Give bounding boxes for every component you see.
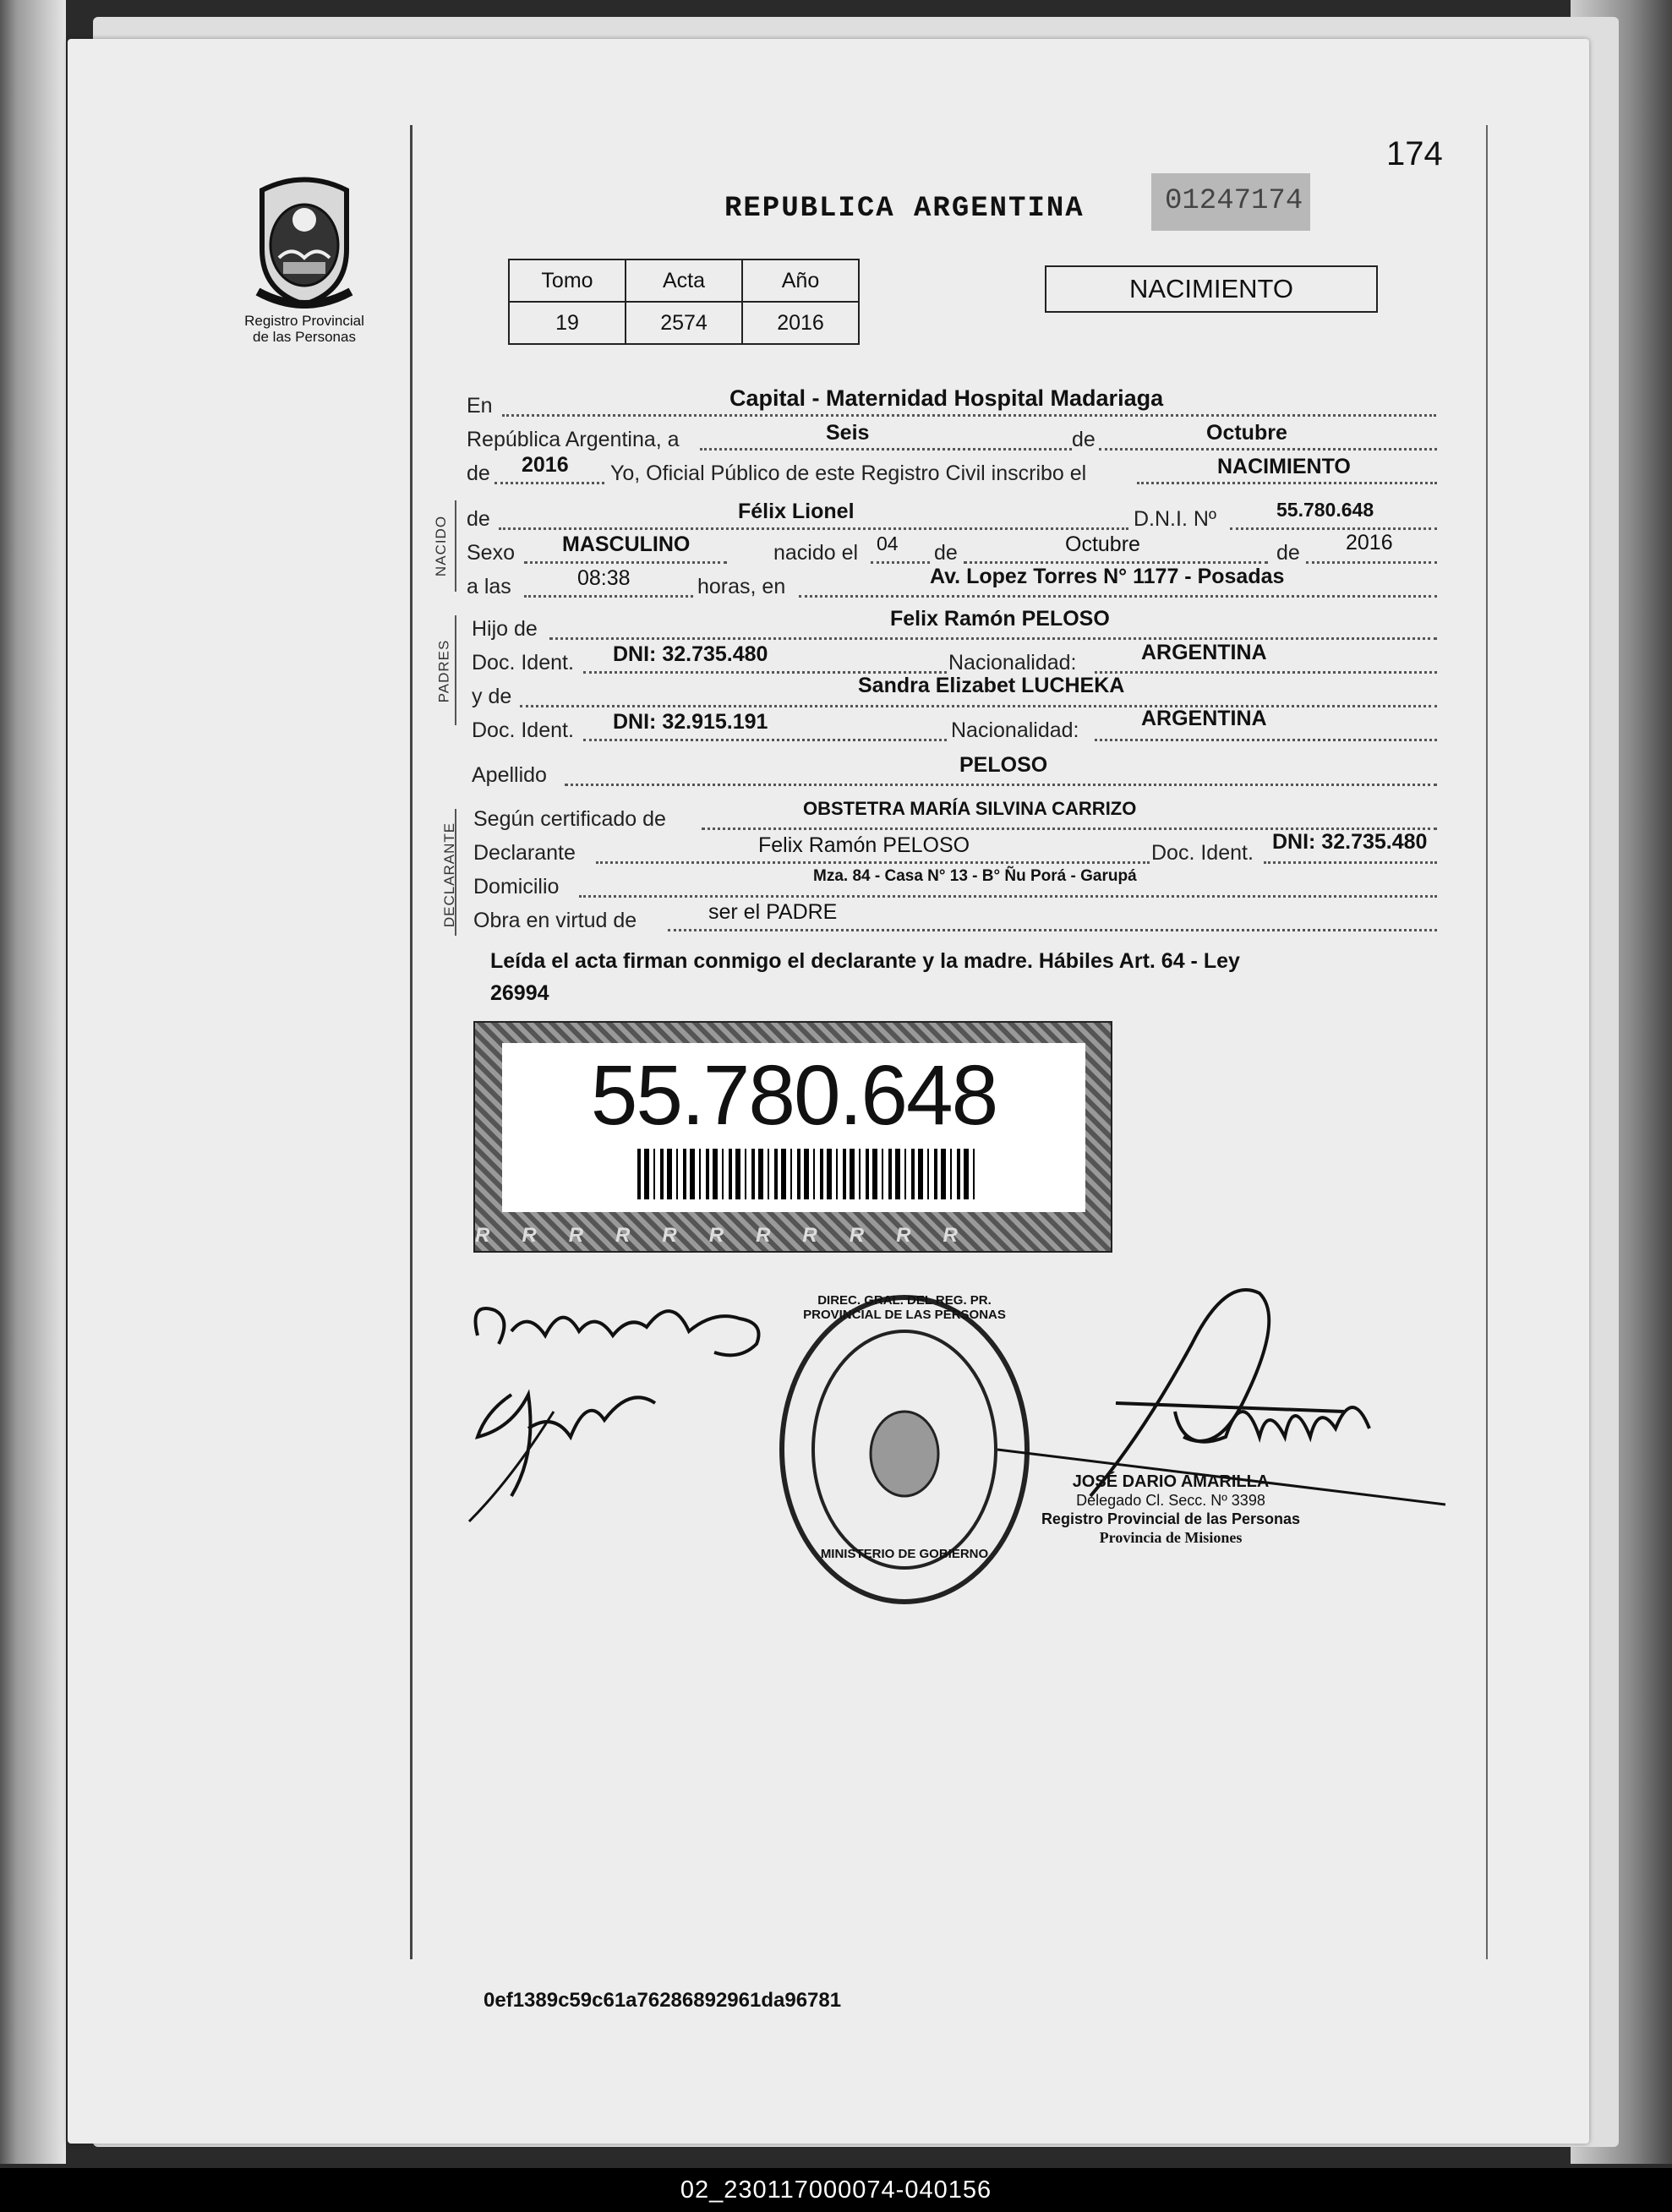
- sticker-border-letter: R: [615, 1224, 663, 1247]
- stamp-ring-text: DIREC. GRAL. DEL REG. PR. PROVINCIAL DE LAS PERSONAS: [803, 1293, 1006, 1322]
- logo-caption: [211, 313, 397, 345]
- official-signature-block: [1031, 1472, 1310, 1547]
- value-declarante: Felix Ramón PELOSO: [758, 833, 970, 857]
- label-segun-certificado: Según certificado de: [473, 807, 666, 831]
- label-declarante: Declarante: [473, 841, 576, 865]
- value-madre: Sandra Elizabet LUCHEKA: [858, 674, 1125, 697]
- value-dia-nacimiento: 04: [877, 533, 899, 554]
- dotted-line: [1230, 527, 1437, 530]
- logo-caption-line1: Registro Provincial: [244, 313, 364, 329]
- label-doc-ident-declarante: Doc. Ident.: [1151, 841, 1254, 865]
- label-republica: República Argentina, a: [467, 428, 680, 451]
- label-dni: D.N.I. Nº: [1134, 507, 1217, 531]
- closing-text-line1: Leída el acta firman conmigo el declarante y la madre. Hábiles Art. 64 - Ley: [490, 949, 1240, 973]
- dotted-line: [502, 414, 1436, 417]
- section-label-padres: PADRES: [435, 639, 452, 703]
- closing-text-line2: 26994: [490, 981, 549, 1005]
- dotted-line: [520, 705, 1437, 707]
- dotted-line: [565, 784, 1437, 786]
- dotted-line: [524, 595, 693, 598]
- scan-footer-id: 02_230117000074-040156: [0, 2168, 1672, 2212]
- label-horas-en: horas, en: [697, 575, 786, 598]
- official-province: Provincia de Misiones: [1099, 1529, 1243, 1546]
- value-padre-nacionalidad: ARGENTINA: [1141, 641, 1267, 664]
- value-dia: Seis: [826, 421, 870, 445]
- barcode: [637, 1149, 975, 1199]
- label-apellido: Apellido: [472, 763, 547, 787]
- label-hijo-de: Hijo de: [472, 617, 538, 641]
- mother-and-declarant-signatures: [461, 1285, 782, 1538]
- sticker-border-letter: R: [708, 1224, 757, 1247]
- page-number: 174: [1386, 135, 1443, 172]
- dotted-line: [668, 929, 1437, 931]
- section-divider: [455, 500, 456, 592]
- dotted-line: [964, 561, 1268, 564]
- label-a-las: a las: [467, 575, 511, 598]
- label-doc-ident-madre: Doc. Ident.: [472, 718, 574, 742]
- dotted-line: [1095, 739, 1437, 741]
- label-doc-ident-padre: Doc. Ident.: [472, 651, 574, 675]
- dotted-line: [1095, 671, 1437, 674]
- value-inscribe: NACIMIENTO: [1217, 455, 1351, 478]
- serial-label: [1151, 173, 1310, 231]
- value-certificado: OBSTETRA MARÍA SILVINA CARRIZO: [803, 798, 1137, 819]
- background-left-page: [0, 0, 66, 2164]
- sticker-border-letter: R: [662, 1224, 709, 1247]
- value-padre-doc: DNI: 32.735.480: [613, 642, 768, 666]
- label-de-birth-month: de: [934, 541, 958, 565]
- dotted-line: [583, 739, 947, 741]
- label-y-de: y de: [472, 685, 512, 708]
- header-acta: Acta: [626, 259, 742, 302]
- value-madre-doc: DNI: 32.915.191: [613, 710, 768, 734]
- label-oficial: Yo, Oficial Público de este Registro Civil inscribo el: [610, 462, 1087, 485]
- record-type-box: NACIMIENTO: [1045, 265, 1378, 313]
- sticker-border-letter: R: [802, 1224, 850, 1247]
- sticker-border-letter: R: [475, 1224, 522, 1247]
- document-hash: 0ef1389c59c61a76286892961da96781: [484, 1989, 842, 2012]
- dotted-line: [799, 595, 1437, 598]
- official-name: JOSÉ DARIO AMARILLA: [1072, 1472, 1270, 1491]
- dotted-line: [1137, 482, 1437, 484]
- value-sexo: MASCULINO: [562, 533, 691, 556]
- value-lugar-nacimiento: Av. Lopez Torres N° 1177 - Posadas: [930, 565, 1285, 588]
- logo-caption-line2: de las Personas: [253, 329, 356, 345]
- misiones-coat-of-arms-logo: [245, 173, 363, 309]
- label-en: En: [467, 394, 493, 418]
- value-mes-nacimiento: Octubre: [1065, 533, 1140, 556]
- label-de-name: de: [467, 507, 490, 531]
- value-apellido: PELOSO: [959, 753, 1048, 777]
- dotted-line: [596, 861, 1150, 864]
- id-sticker-face: [502, 1043, 1085, 1212]
- value-madre-nacionalidad: ARGENTINA: [1141, 707, 1267, 730]
- tomo-acta-anio-table: [508, 259, 860, 345]
- label-nacido-el: nacido el: [773, 541, 859, 565]
- section-label-declarante: DECLARANTE: [441, 822, 458, 928]
- dotted-line: [1099, 448, 1437, 451]
- label-de-month: de: [1072, 428, 1096, 451]
- sticker-border-letter: R: [943, 1224, 990, 1247]
- label-sexo: Sexo: [467, 541, 515, 565]
- dotted-line: [579, 895, 1437, 898]
- sticker-border-letter: R: [522, 1224, 569, 1247]
- section-label-nacido: NACIDO: [433, 515, 450, 577]
- sticker-border-letter: R: [756, 1224, 803, 1247]
- value-mes: Octubre: [1206, 421, 1287, 445]
- value-dni: 55.780.648: [1276, 499, 1374, 521]
- value-nombre: Félix Lionel: [738, 500, 855, 523]
- official-office: Registro Provincial de las Personas: [1041, 1510, 1301, 1527]
- value-obra: ser el PADRE: [708, 900, 838, 924]
- label-nacionalidad-padre: Nacionalidad:: [948, 651, 1077, 675]
- value-lugar: Capital - Maternidad Hospital Madariaga: [729, 385, 1164, 411]
- sticker-border-letters: [475, 1224, 1111, 1249]
- value-padre: Felix Ramón PELOSO: [890, 607, 1110, 631]
- value-anio: 2016: [742, 302, 859, 344]
- dotted-line: [871, 561, 930, 564]
- value-hora: 08:38: [577, 566, 631, 590]
- sticker-number: 55.780.648: [590, 1048, 997, 1143]
- dotted-line: [549, 637, 1437, 640]
- stamp-inner-text: MINISTERIO DE GOBIERNO: [820, 1547, 989, 1561]
- id-sticker: [473, 1021, 1112, 1253]
- label-nacionalidad-madre: Nacionalidad:: [951, 718, 1079, 742]
- sticker-border-letter: R: [896, 1224, 943, 1247]
- dotted-line: [494, 482, 604, 484]
- dotted-line: [1264, 861, 1437, 864]
- value-tomo: 19: [509, 302, 626, 344]
- header-anio: Año: [742, 259, 859, 302]
- closing-text: [490, 945, 1420, 1009]
- dotted-line: [700, 448, 1072, 451]
- label-de-birth-year: de: [1276, 541, 1300, 565]
- value-acta: 2574: [626, 302, 742, 344]
- sticker-border-letter: R: [849, 1224, 897, 1247]
- value-anio-nacimiento: 2016: [1346, 531, 1393, 554]
- dotted-line: [499, 527, 1128, 530]
- document-title: REPUBLICA ARGENTINA: [724, 193, 1085, 225]
- label-domicilio: Domicilio: [473, 875, 560, 898]
- sticker-border-letter: R: [568, 1224, 616, 1247]
- value-anio: 2016: [522, 453, 569, 477]
- header-tomo: Tomo: [509, 259, 626, 302]
- label-de-year: de: [467, 462, 490, 485]
- dotted-line: [1306, 561, 1437, 564]
- value-declarante-doc: DNI: 32.735.480: [1272, 830, 1428, 854]
- dotted-line: [524, 561, 727, 564]
- official-title: Delegado Cl. Secc. Nº 3398: [1076, 1492, 1265, 1509]
- value-domicilio: Mza. 84 - Casa N° 13 - B° Ñu Porá - Garupá: [813, 867, 1137, 885]
- label-obra-en-virtud: Obra en virtud de: [473, 909, 637, 932]
- serial-number: 01247174: [1165, 185, 1303, 217]
- section-divider: [455, 615, 456, 725]
